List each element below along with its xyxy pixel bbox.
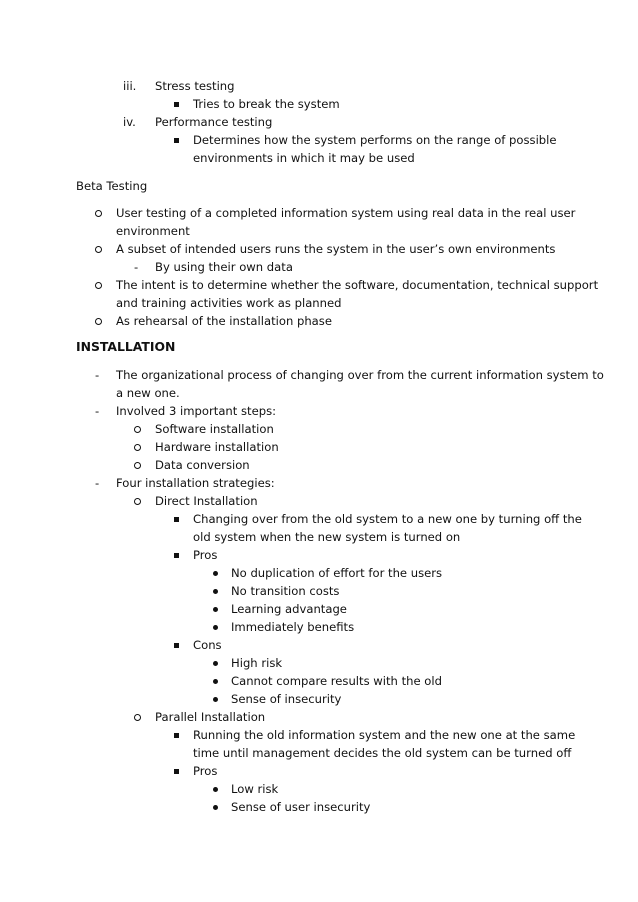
dash-bullet: - [134, 260, 139, 274]
list-item-text: By using their own data [155, 260, 293, 274]
circle-bullet-icon [134, 498, 141, 505]
list-item-text: Parallel Installation [155, 710, 266, 724]
list-item-text: Cannot compare results with the old [231, 674, 442, 688]
circle-bullet-icon [95, 210, 102, 217]
list-item-text: Low risk [231, 782, 279, 796]
list-item-text: Software installation [155, 422, 274, 436]
dot-bullet-icon [213, 661, 218, 666]
list-item-text: Sense of user insecurity [231, 800, 371, 814]
list-item-text: The intent is to determine whether the software, documentation, technical support [116, 278, 599, 292]
list-item-text: A subset of intended users runs the system in the user’s own environments [116, 242, 556, 256]
list-item-text: Tries to break the system [193, 97, 340, 111]
section-title: Beta Testing [76, 179, 148, 193]
list-item-text: Pros [193, 764, 218, 778]
list-item-text: Hardware installation [155, 440, 279, 454]
dot-bullet-icon [213, 607, 218, 612]
dash-bullet: - [95, 404, 100, 418]
circle-bullet-icon [134, 444, 141, 451]
list-item-text: No duplication of effort for the users [231, 566, 443, 580]
list-item-text: Running the old information system and the new one at the same [193, 728, 576, 742]
list-item-text: No transition costs [231, 584, 340, 598]
list-item-text: Changing over from the old system to a new one by turning off the [193, 512, 582, 526]
list-number: iii. [123, 79, 137, 93]
list-item-text: User testing of a completed information system using real data in the real user [116, 206, 576, 220]
square-bullet-icon [174, 138, 179, 143]
list-item-text: Sense of insecurity [231, 692, 342, 706]
dot-bullet-icon [213, 625, 218, 630]
list-item-text: environment [116, 224, 190, 238]
dot-bullet-icon [213, 679, 218, 684]
dot-bullet-icon [213, 697, 218, 702]
square-bullet-icon [174, 102, 179, 107]
square-bullet-icon [174, 553, 179, 558]
square-bullet-icon [174, 733, 179, 738]
circle-bullet-icon [95, 246, 102, 253]
list-number: iv. [123, 115, 136, 129]
circle-bullet-icon [134, 426, 141, 433]
dash-bullet: - [95, 476, 100, 490]
list-item-text: Four installation strategies: [116, 476, 275, 490]
list-item-text: Stress testing [155, 79, 235, 93]
list-item-text: Data conversion [155, 458, 250, 472]
list-item-text: old system when the new system is turned on [193, 530, 461, 544]
dot-bullet-icon [213, 571, 218, 576]
list-item-text: As rehearsal of the installation phase [116, 314, 332, 328]
list-item-text: and training activities work as planned [116, 296, 342, 310]
circle-bullet-icon [134, 714, 141, 721]
list-item-text: Learning advantage [231, 602, 347, 616]
square-bullet-icon [174, 517, 179, 522]
circle-bullet-icon [95, 318, 102, 325]
square-bullet-icon [174, 769, 179, 774]
list-item-text: a new one. [116, 386, 180, 400]
list-item-text: environments in which it may be used [193, 151, 415, 165]
circle-bullet-icon [95, 282, 102, 289]
square-bullet-icon [174, 643, 179, 648]
list-item-text: time until management decides the old system can be turned off [193, 746, 572, 760]
dot-bullet-icon [213, 589, 218, 594]
list-item-text: Direct Installation [155, 494, 258, 508]
dot-bullet-icon [213, 787, 218, 792]
list-item-text: Performance testing [155, 115, 273, 129]
dash-bullet: - [95, 368, 100, 382]
list-item-text: Involved 3 important steps: [116, 404, 277, 418]
list-item-text: Immediately benefits [231, 620, 355, 634]
list-item-text: The organizational process of changing over from the current information system to [116, 368, 604, 382]
list-item-text: High risk [231, 656, 283, 670]
list-item-text: Pros [193, 548, 218, 562]
circle-bullet-icon [134, 462, 141, 469]
section-heading: INSTALLATION [76, 339, 176, 354]
list-item-text: Cons [193, 638, 222, 652]
dot-bullet-icon [213, 805, 218, 810]
list-item-text: Determines how the system performs on the range of possible [193, 133, 557, 147]
